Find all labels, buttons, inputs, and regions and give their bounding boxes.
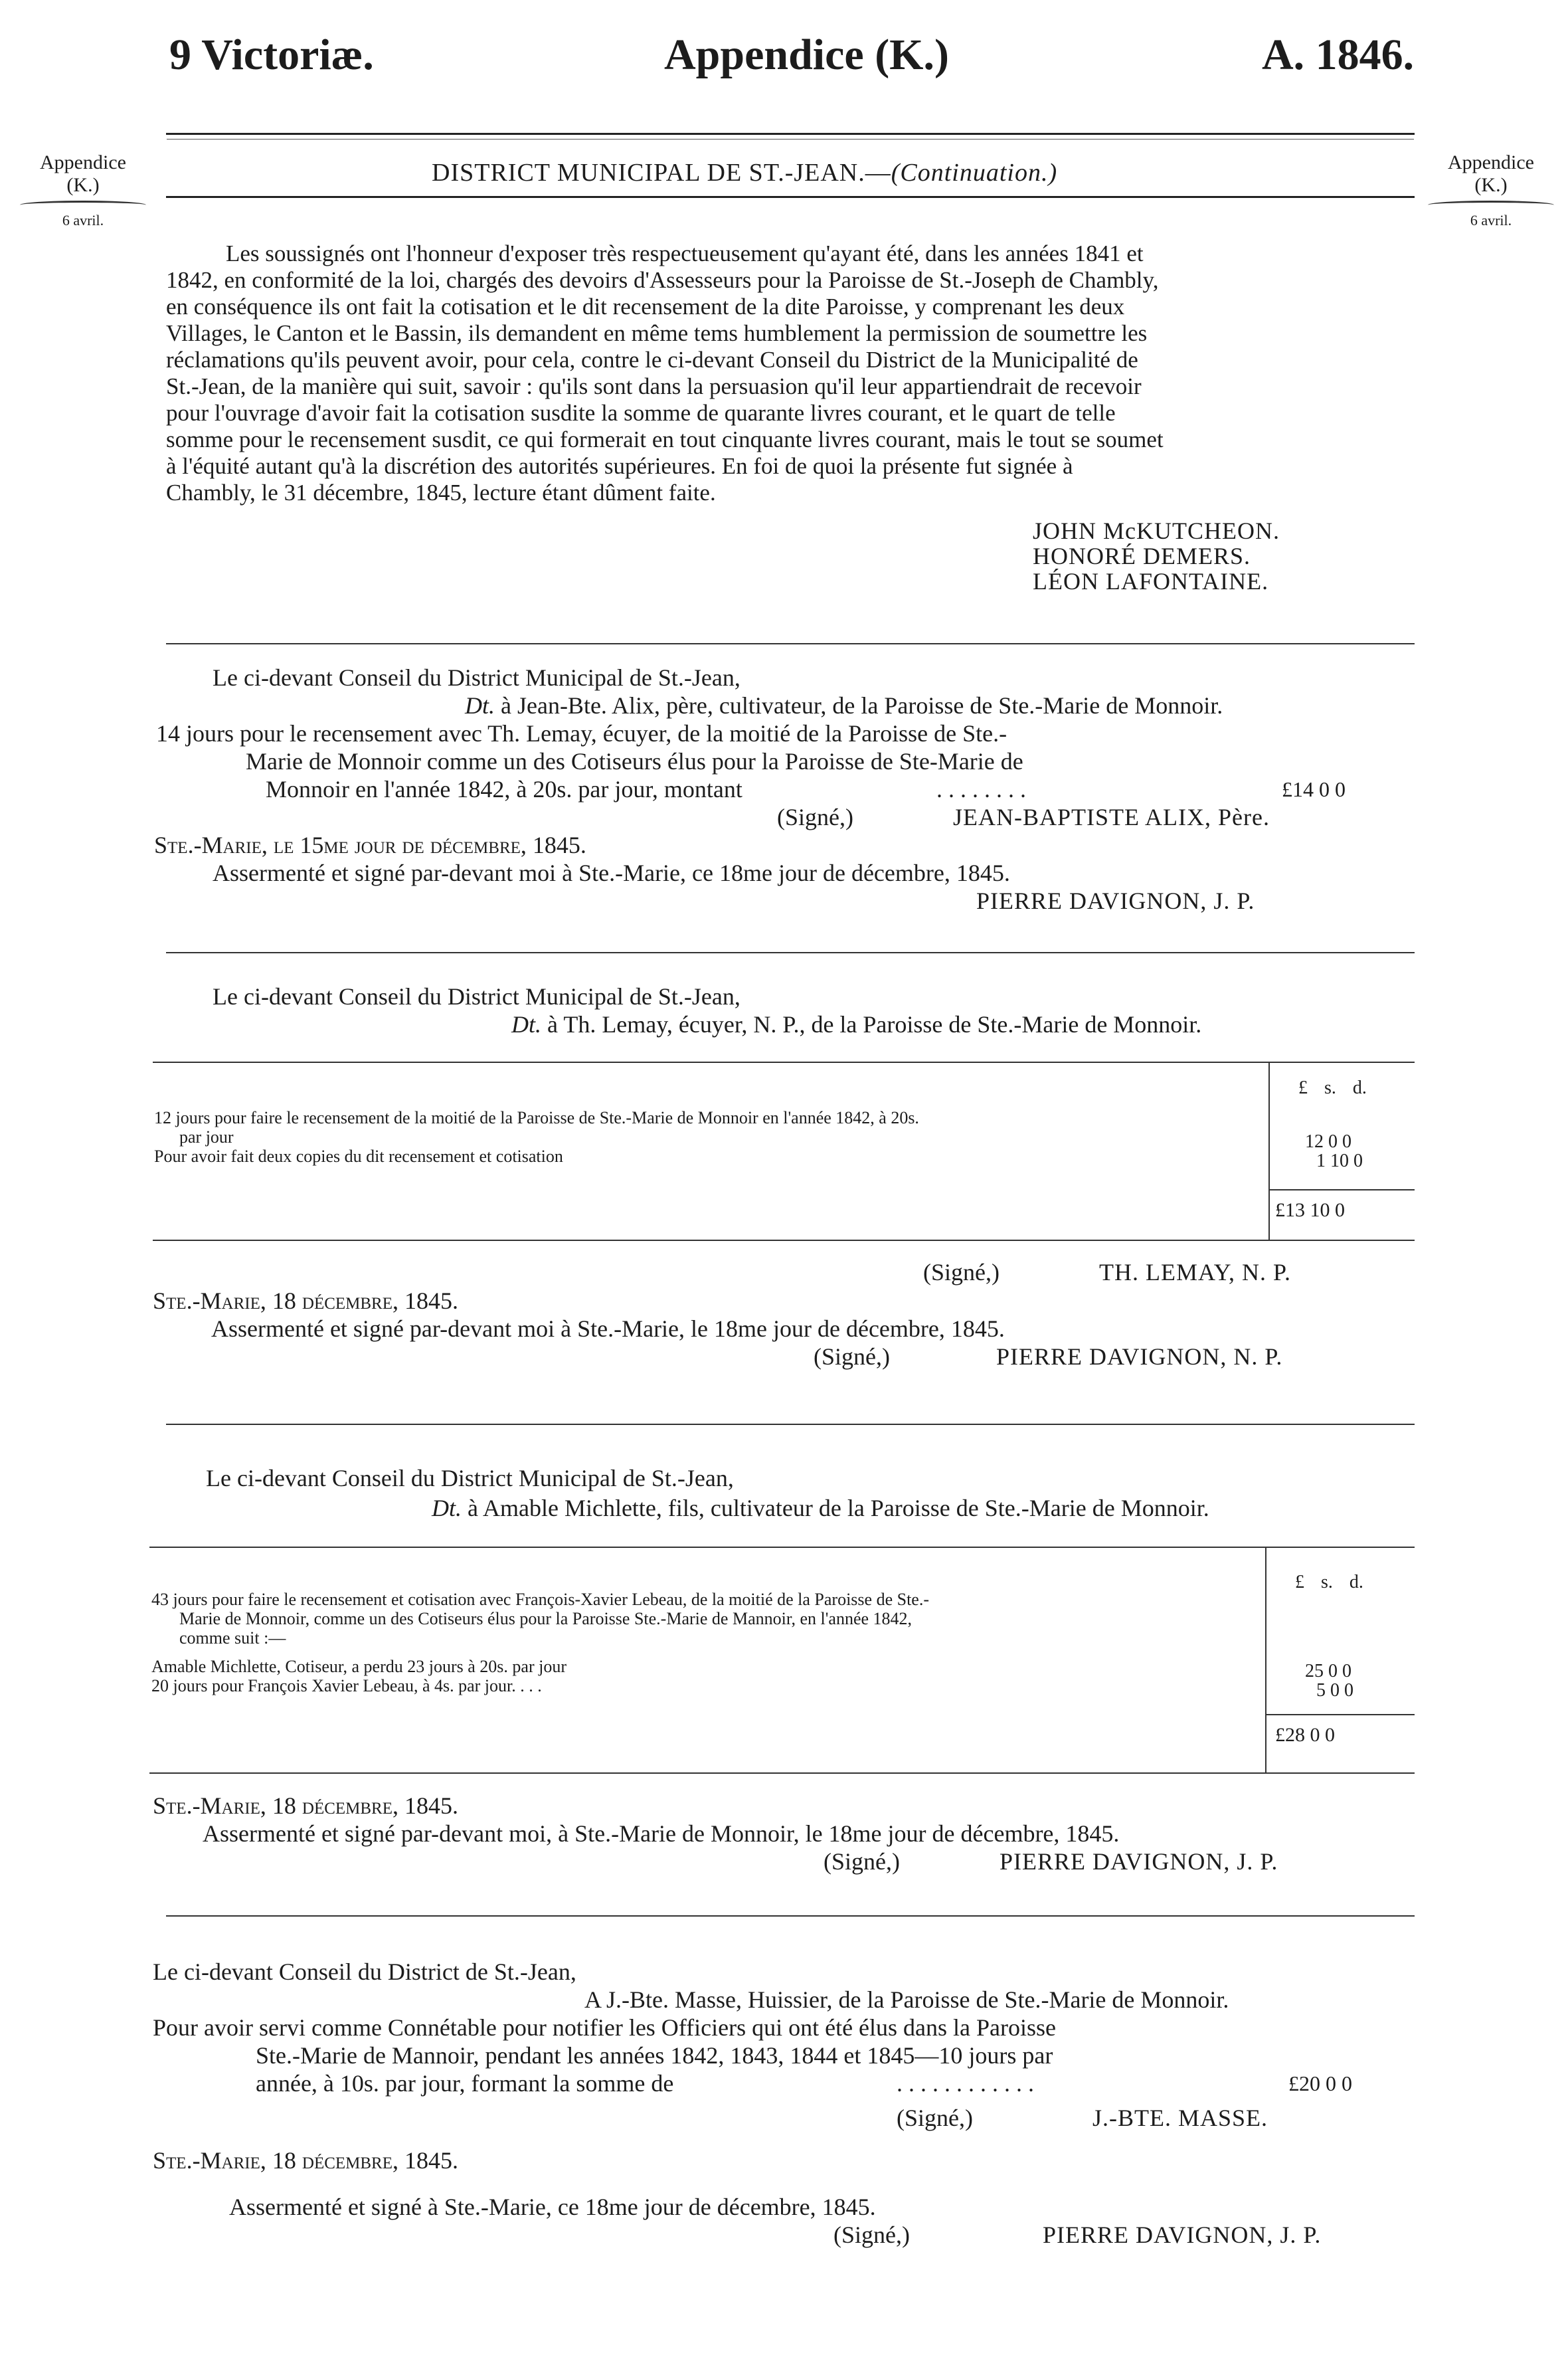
side-date: 6 avril. — [62, 212, 104, 229]
account3-jp: PIERRE DAVIGNON, J. P. — [1000, 1848, 1278, 1875]
table-bottom-rule — [149, 1772, 1415, 1774]
account2-creditor-text: à Th. Lemay, écuyer, N. P., de la Paroisse de Ste.-Marie de Monnoir. — [547, 1011, 1202, 1038]
table-top-rule — [149, 1547, 1415, 1548]
account1-signer: JEAN-BAPTISTE ALIX, Père. — [953, 804, 1270, 830]
table-top-rule — [153, 1062, 1415, 1063]
petition-line: Les soussignés ont l'honneur d'exposer très respectueusement qu'ayant été, dans les années 1841 et — [226, 240, 1144, 266]
petition-line: à l'équité autant qu'à la discrétion des autorités supérieures. En foi de quoi la présente fut signée à — [166, 453, 1073, 479]
account4-addressee: Le ci-devant Conseil du District de St.-Jean, — [153, 1958, 576, 1985]
petition-line: St.-Jean, de la manière qui suit, savoir : qu'ils sont dans la persuasion qu'il leur appartiendrait de recevoir — [166, 373, 1142, 399]
table-money-column-rule — [1265, 1548, 1266, 1774]
table-money-column-rule — [1268, 1063, 1270, 1241]
petition-line: somme pour le recensement susdit, ce qui formerait en tout cinquante livres courant, mais le tout se soumet — [166, 427, 1164, 452]
subtotal-rule — [1265, 1714, 1415, 1715]
account1-place-date: Ste.-Marie, le 15me jour de décembre, 1845. — [154, 832, 586, 858]
account2-addressee: Le ci-devant Conseil du District Municipal de St.-Jean, — [213, 983, 740, 1010]
petition-signers — [1033, 518, 1280, 594]
section-divider — [166, 1915, 1415, 1917]
account1-jp: PIERRE DAVIGNON, J. P. — [976, 888, 1255, 914]
signe-label: (Signé,) — [833, 2222, 910, 2248]
account3-amount: 5 0 0 — [1316, 1680, 1353, 1701]
side-date: 6 avril. — [1470, 212, 1512, 229]
account2-item: Pour avoir fait deux copies du dit recensement et cotisation — [154, 1147, 563, 1166]
account1-item-line: Marie de Monnoir comme un des Cotiseurs élus pour la Paroisse de Ste-Marie de — [246, 748, 1023, 775]
side-label: Appendice — [1448, 151, 1534, 173]
account1-creditor — [465, 692, 1223, 719]
brace-icon — [1428, 201, 1554, 209]
account3-sworn: Assermenté et signé par-devant moi, à Ste.-Marie de Monnoir, le 18me jour de décembre, 1845. — [203, 1820, 1120, 1847]
account1-sworn: Assermenté et signé par-devant moi à Ste.-Marie, ce 18me jour de décembre, 1845. — [213, 860, 1010, 886]
header-left: 9 Victoriæ. — [169, 31, 374, 79]
subtotal-rule — [1268, 1189, 1415, 1190]
account3-addressee: Le ci-devant Conseil du District Municipal de St.-Jean, — [206, 1465, 734, 1491]
account2-money-header: £ s. d. — [1298, 1078, 1367, 1098]
account4-sworn: Assermenté et signé à Ste.-Marie, ce 18me jour de décembre, 1845. — [229, 2194, 876, 2220]
account3-creditor — [432, 1495, 1209, 1521]
signer-name: HONORÉ DEMERS. — [1033, 543, 1251, 569]
dt-abbrev: Dt. — [432, 1495, 462, 1521]
account4-amount: £20 0 0 — [1288, 2071, 1352, 2095]
section-divider — [166, 952, 1415, 953]
account2-jp: PIERRE DAVIGNON, N. P. — [996, 1343, 1283, 1370]
signer-name: JOHN McKUTCHEON. — [1033, 518, 1280, 544]
section-divider — [166, 1424, 1415, 1425]
side-note-right — [1428, 151, 1554, 232]
header-right: A. 1846. — [1262, 31, 1415, 79]
side-note-left — [20, 151, 146, 232]
signe-label: (Signé,) — [814, 1343, 890, 1370]
account4-item-line: année, à 10s. par jour, formant la somme de — [256, 2070, 674, 2097]
account4-item-line: Ste.-Marie de Mannoir, pendant les années 1842, 1843, 1844 et 1845—10 jours par — [256, 2042, 1053, 2069]
account4-item-line: Pour avoir servi comme Connétable pour notifier les Officiers qui ont été élus dans la Paroisse — [153, 2014, 1057, 2041]
account3-item: 43 jours pour faire le recensement et cotisation avec François-Xavier Lebeau, de la moitié de la Paroisse de Ste.- — [151, 1590, 930, 1609]
account3-item: Amable Michlette, Cotiseur, a perdu 23 jours à 20s. par jour — [151, 1657, 566, 1676]
petition-text — [166, 240, 1421, 506]
petition-line: Chambly, le 31 décembre, 1845, lecture étant dûment faite. — [166, 480, 716, 506]
account2-amount: 1 10 0 — [1316, 1151, 1363, 1171]
account1-addressee: Le ci-devant Conseil du District Municipal de St.-Jean, — [213, 664, 740, 691]
account1-amount: £14 0 0 — [1282, 777, 1346, 801]
signer-name: LÉON LAFONTAINE. — [1033, 568, 1269, 595]
brace-icon — [20, 201, 146, 209]
side-label: Appendice — [40, 151, 126, 173]
account2-amount: 12 0 0 — [1305, 1131, 1351, 1152]
section-title-main: DISTRICT MUNICIPAL DE ST.-JEAN.— — [432, 159, 891, 187]
table-bottom-rule — [153, 1240, 1415, 1241]
account1-leaders: . . . . . . . . — [936, 776, 1026, 803]
side-sub: (K.) — [1474, 174, 1508, 196]
account2-signer: TH. LEMAY, N. P. — [1099, 1259, 1292, 1285]
account2-item: par jour — [179, 1127, 234, 1147]
account3-place-date: Ste.-Marie, 18 décembre, 1845. — [153, 1792, 459, 1819]
title-rule — [166, 196, 1415, 198]
petition-line: pour l'ouvrage d'avoir fait la cotisation susdite la somme de quarante livres courant, et le quart de telle — [166, 400, 1116, 426]
header-center: Appendice (K.) — [664, 31, 949, 79]
dt-abbrev: Dt. — [511, 1011, 541, 1038]
account2-total: £13 10 0 — [1275, 1199, 1345, 1221]
account4-place-date: Ste.-Marie, 18 décembre, 1845. — [153, 2147, 459, 2174]
account3-money-header: £ s. d. — [1295, 1572, 1363, 1592]
signe-label: (Signé,) — [897, 2105, 973, 2131]
account3-amount: 25 0 0 — [1305, 1661, 1351, 1681]
account3-item: 20 jours pour François Xavier Lebeau, à 4s. par jour. . . . — [151, 1676, 542, 1695]
account3-total: £28 0 0 — [1275, 1724, 1335, 1746]
account2-sworn: Assermenté et signé par-devant moi à Ste.-Marie, le 18me jour de décembre, 1845. — [211, 1315, 1005, 1342]
header-rule — [166, 133, 1415, 135]
account1-creditor-text: à Jean-Bte. Alix, père, cultivateur, de la Paroisse de Ste.-Marie de Monnoir. — [501, 692, 1223, 719]
signe-label: (Signé,) — [824, 1848, 900, 1875]
account1-item-line: 14 jours pour le recensement avec Th. Lemay, écuyer, de la moitié de la Paroisse de Ste.- — [156, 720, 1007, 747]
signe-label: (Signé,) — [923, 1259, 1000, 1285]
section-divider — [166, 643, 1415, 644]
petition-line: 1842, en conformité de la loi, chargés des devoirs d'Assesseurs pour la Paroisse de St.-Joseph de Chambly, — [166, 267, 1159, 293]
account3-item: Marie de Monnoir, comme un des Cotiseurs élus pour la Paroisse Ste.-Marie de Mannoir, en l'année 1842, — [179, 1609, 913, 1628]
account4-creditor: A J.-Bte. Masse, Huissier, de la Paroisse de Ste.-Marie de Monnoir. — [584, 1986, 1229, 2013]
account3-creditor-text: à Amable Michlette, fils, cultivateur de la Paroisse de Ste.-Marie de Monnoir. — [468, 1495, 1209, 1521]
account4-leaders: . . . . . . . . . . . . — [897, 2070, 1034, 2097]
account4-jp: PIERRE DAVIGNON, J. P. — [1043, 2222, 1322, 2248]
account1-item-line: Monnoir en l'année 1842, à 20s. par jour, montant — [266, 776, 742, 803]
dt-abbrev: Dt. — [465, 692, 495, 719]
petition-line: Villages, le Canton et le Bassin, ils demandent en même tems humblement la permission de soumettre les — [166, 320, 1148, 346]
account2-place-date: Ste.-Marie, 18 décembre, 1845. — [153, 1287, 459, 1314]
petition-line: réclamations qu'ils peuvent avoir, pour cela, contre le ci-devant Conseil du District de la Municipalité de — [166, 347, 1138, 373]
account4-signer: J.-BTE. MASSE. — [1092, 2105, 1268, 2131]
account2-creditor — [511, 1011, 1201, 1038]
petition-line: en conséquence ils ont fait la cotisation et le dit recensement de la dite Paroisse, y comprenant les deux — [166, 294, 1125, 320]
signe-label: (Signé,) — [777, 804, 853, 830]
side-sub: (K.) — [66, 174, 100, 196]
account2-item: 12 jours pour faire le recensement de la moitié de la Paroisse de Ste.-Marie de Monnoir en l'année 1842, à 20s. — [154, 1108, 919, 1127]
account3-item: comme suit :— — [179, 1628, 286, 1648]
section-title-italic: (Continuation.) — [891, 159, 1058, 187]
section-title — [432, 158, 1057, 187]
